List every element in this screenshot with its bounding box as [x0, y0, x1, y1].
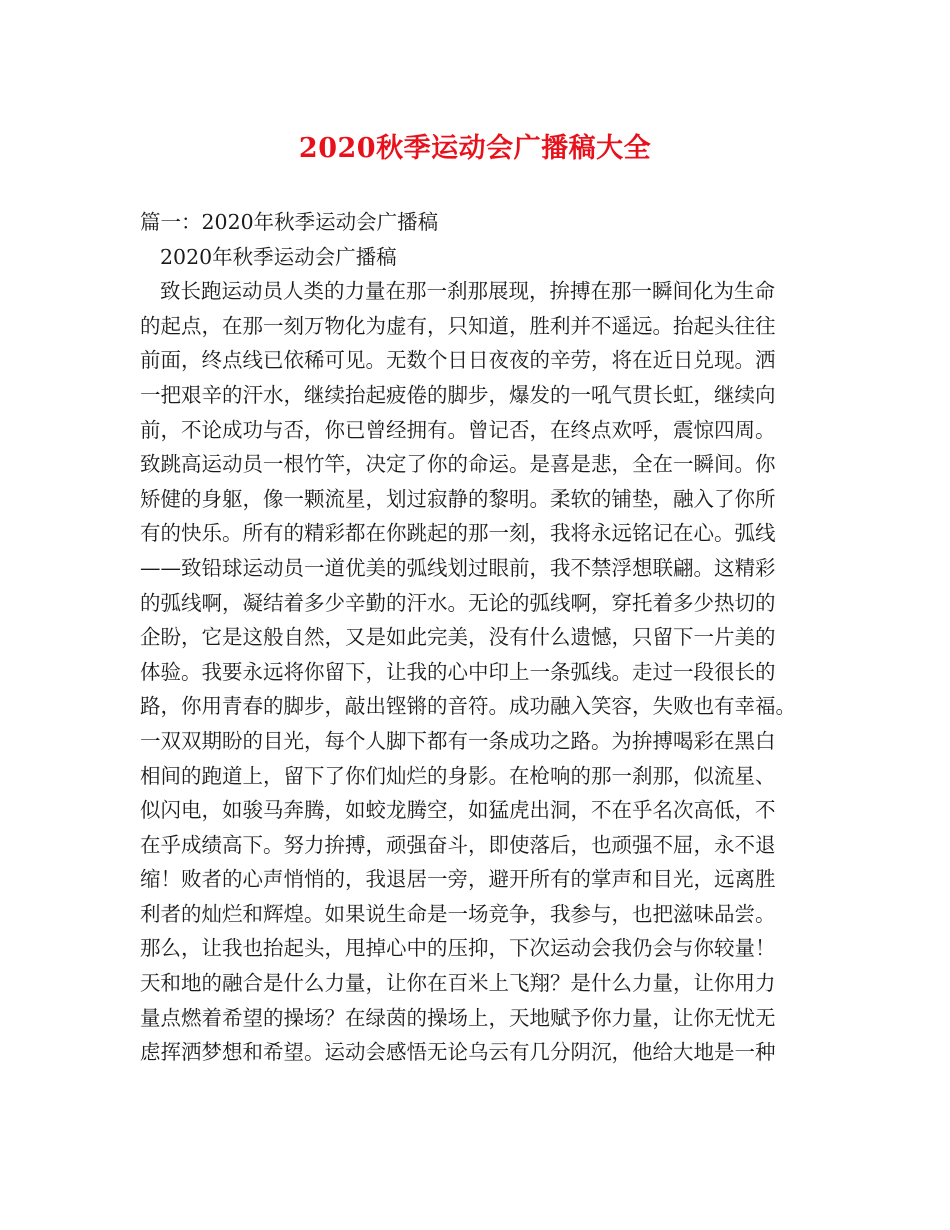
text-line: 天和地的融合是什么力量，让你在百米上飞翔？是什么力量，让你用力: [140, 971, 776, 996]
text-line: 前，不论成功与否，你已曾经拥有。曾记否，在终点欢呼，震惊四周。: [140, 417, 776, 442]
text-line: 那么，让我也抬起头，甩掉心中的压抑，下次运动会我仍会与你较量！: [140, 936, 776, 961]
text-line: 虑挥洒梦想和希望。运动会感悟无论乌云有几分阴沉，他给大地是一种: [140, 1040, 776, 1065]
subsection-heading: 2020年秋季运动会广播稿: [160, 244, 397, 269]
text-line: ——致铅球运动员一道优美的弧线划过眼前，我不禁浮想联翩。这精彩: [140, 555, 776, 580]
text-line: 致长跑运动员人类的力量在那一刹那展现，拚搏在那一瞬间化为生命: [160, 279, 775, 304]
text-line: 相间的跑道上，留下了你们灿烂的身影。在枪响的那一刹那，似流星、: [140, 763, 776, 788]
text-line: 缩！败者的心声悄悄的，我退居一旁，避开所有的掌声和目光，远离胜: [140, 867, 776, 892]
text-line: 体验。我要永远将你留下，让我的心中印上一条弧线。走过一段很长的: [140, 659, 776, 684]
text-line: 有的快乐。所有的精彩都在你跳起的那一刻，我将永远铭记在心。弧线: [140, 521, 776, 546]
text-line: 一双双期盼的目光，每个人脚下都有一条成功之路。为拚搏喝彩在黑白: [140, 728, 776, 753]
document-title: 2020秋季运动会广播稿大全: [298, 133, 652, 164]
text-line: 利者的灿烂和辉煌。如果说生命是一场竞争，我参与，也把滋味品尝。: [140, 901, 776, 926]
text-line: 在乎成绩高下。努力拚搏，顽强奋斗，即使落后，也顽强不屈，永不退: [140, 832, 776, 857]
text-line: 似闪电，如骏马奔腾，如蛟龙腾空，如猛虎出洞，不在乎名次高低，不: [140, 798, 776, 823]
text-line: 矫健的身躯，像一颗流星，划过寂静的黎明。柔软的铺垫，融入了你所: [140, 486, 776, 511]
text-line: 的起点，在那一刻万物化为虚有，只知道，胜利并不遥远。抬起头往往: [140, 313, 776, 338]
document-body: [140, 205, 820, 1070]
text-line: 致跳高运动员一根竹竿，决定了你的命运。是喜是悲，全在一瞬间。你: [140, 452, 776, 477]
text-line: 路，你用青春的脚步，敲出铿锵的音符。成功融入笑容，失败也有幸福。: [140, 694, 796, 719]
text-line: 的弧线啊，凝结着多少辛勤的汗水。无论的弧线啊，穿托着多少热切的: [140, 590, 776, 615]
text-line: 前面，终点线已依稀可见。无数个日日夜夜的辛劳，将在近日兑现。洒: [140, 348, 776, 373]
section-heading: 篇一：2020年秋季运动会广播稿: [140, 210, 439, 234]
text-line: 量点燃着希望的操场？在绿茵的操场上，天地赋予你力量，让你无忧无: [140, 1005, 776, 1030]
text-line: 一把艰辛的汗水，继续抬起疲倦的脚步，爆发的一吼气贯长虹，继续向: [140, 382, 776, 407]
text-line: 企盼，它是这般自然，又是如此完美，没有什么遗憾，只留下一片美的: [140, 625, 776, 650]
